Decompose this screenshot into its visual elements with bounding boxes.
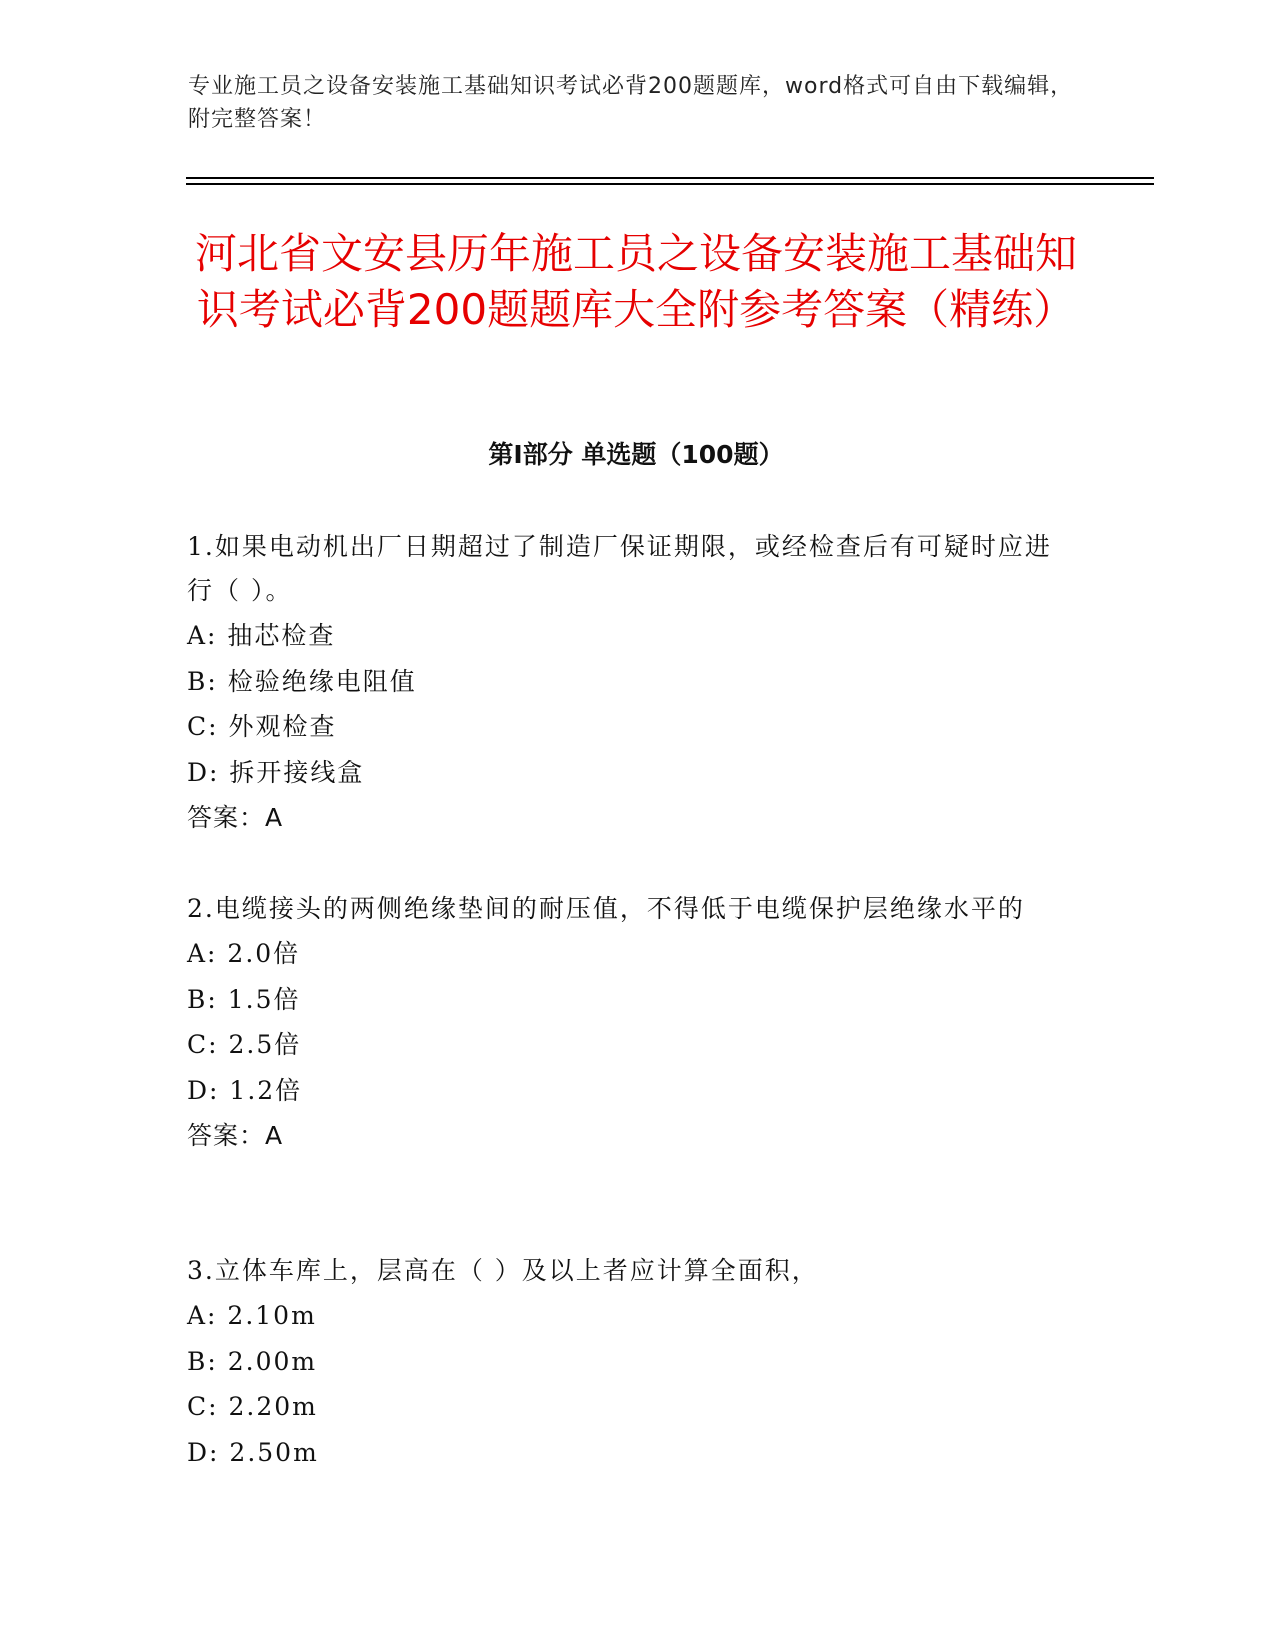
option-c: C: 外观检查	[187, 712, 337, 741]
question-stem: 1.如果电动机出厂日期超过了制造厂保证期限，或经检查后有可疑时应进行（ ）。	[187, 532, 1052, 605]
header-divider-top	[186, 177, 1154, 179]
option-b: B: 检验绝缘电阻值	[187, 666, 417, 696]
option-a: A: 2.0倍	[187, 939, 301, 968]
question-stem: 2.电缆接头的两侧绝缘垫间的耐压值，不得低于电缆保护层绝缘水平的	[187, 894, 1025, 923]
option-d: D: 2.50m	[187, 1437, 319, 1467]
header-divider-bottom	[186, 183, 1154, 185]
question-1	[187, 525, 1067, 841]
option-b: B: 1.5倍	[187, 984, 301, 1014]
option-d: D: 拆开接线盒	[187, 757, 365, 787]
option-a: A: 2.10m	[187, 1301, 317, 1330]
question-3	[187, 1249, 1067, 1475]
question-stem: 3.立体车库上，层高在（ ）及以上者应计算全面积，	[187, 1256, 819, 1285]
answer: 答案：A	[187, 803, 284, 832]
option-c: C: 2.5倍	[187, 1030, 302, 1059]
document-title: 河北省文安县历年施工员之设备安装施工基础知识考试必背200题题库大全附参考答案（精练）	[194, 229, 1077, 334]
option-c: C: 2.20m	[187, 1392, 318, 1421]
answer: 答案：A	[187, 1121, 284, 1150]
option-d: D: 1.2倍	[187, 1075, 303, 1105]
option-a: A: 抽芯检查	[187, 621, 336, 650]
option-b: B: 2.00m	[187, 1346, 318, 1376]
section-heading: 第I部分 单选题（100题）	[488, 440, 784, 469]
question-2	[187, 887, 1067, 1159]
header-note: 专业施工员之设备安装施工基础知识考试必背200题题库，word格式可自由下载编辑，附完整答案！	[188, 74, 1074, 132]
